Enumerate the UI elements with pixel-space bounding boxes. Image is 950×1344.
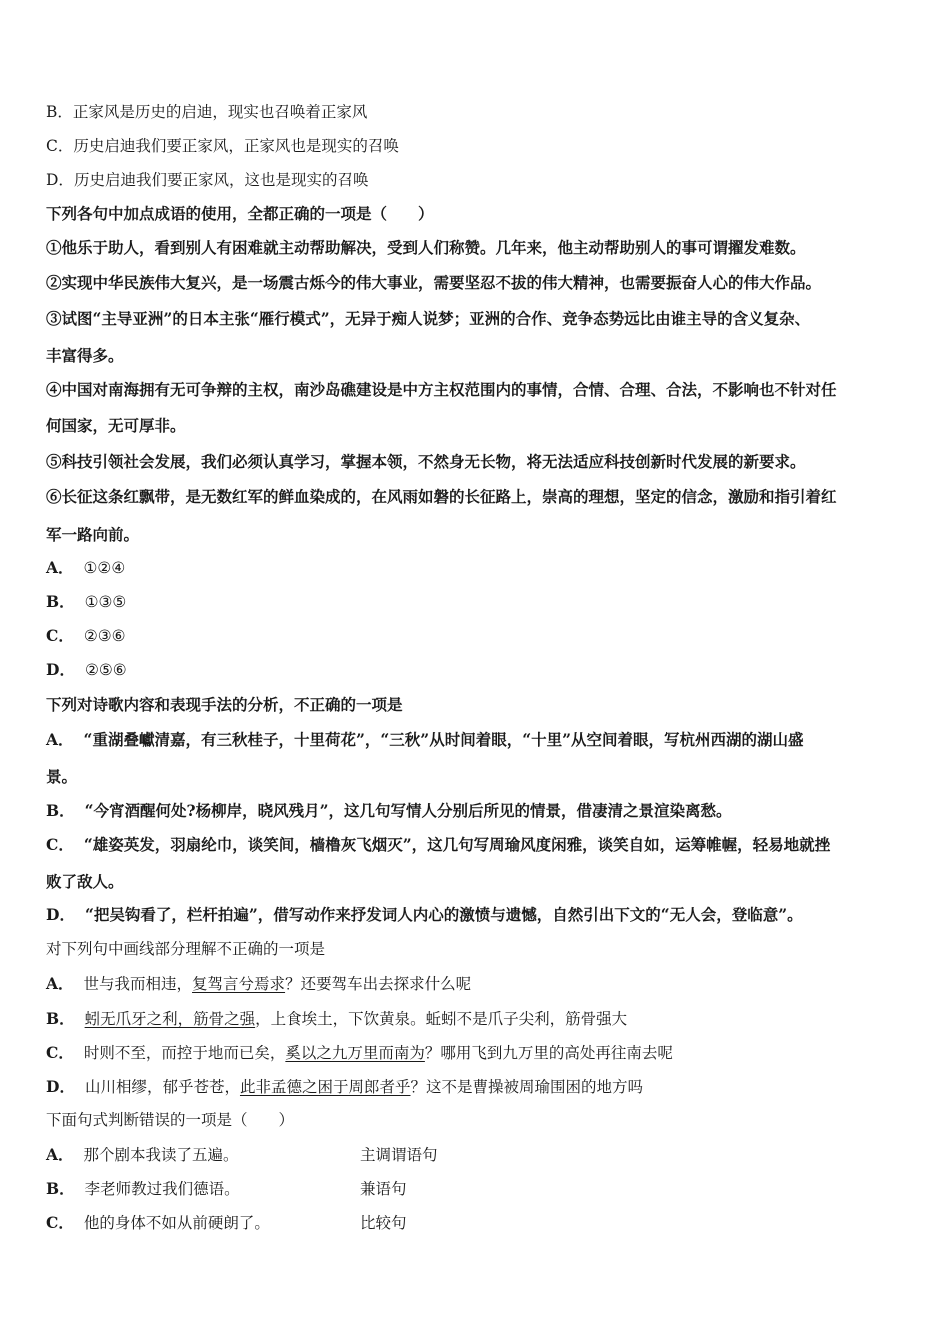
option-pre: 时则不至，而控于地而已矣， (83, 1044, 286, 1062)
option-text: 历史启迪我们要正家风，这也是现实的召唤 (73, 171, 369, 189)
option-letter: A． (46, 730, 74, 749)
underline-option-c (46, 1042, 910, 1064)
option-pre: 世与我而相违， (83, 975, 193, 993)
option-text: ①②④ (83, 559, 126, 577)
option-letter: D． (46, 171, 74, 189)
option-letter: D． (46, 660, 75, 679)
option-letter: C． (46, 835, 74, 854)
option-text: ②③⑥ (83, 627, 126, 645)
option-letter: B． (46, 1009, 75, 1028)
option-letter: B． (46, 1179, 75, 1198)
option-text: 他的身体不如从前硬朗了。 (83, 1214, 270, 1232)
option-post: ，上食埃土，下饮黄泉。蚯蚓不是爪子尖利，筋骨强大 (255, 1010, 628, 1028)
option-d-prev (46, 169, 910, 191)
option-c-idiom (46, 625, 910, 647)
sentence-type: 主调谓语句 (360, 1146, 438, 1164)
option-letter: B． (46, 801, 75, 820)
option-text: ②⑤⑥ (84, 661, 127, 679)
option-post: ？哪用飞到九万里的高处再往南去呢 (424, 1044, 673, 1062)
option-post: ？还要驾车出去探求什么呢 (285, 975, 472, 993)
option-text: 那个剧本我读了五遍。 (83, 1146, 239, 1164)
option-letter: D． (46, 1077, 75, 1096)
option-text: “重湖叠巘清嘉，有三秋桂子，十里荷花”，“三秋”从时间着眼，“十里”从空间着眼，写杭州西湖的湖山盛 (83, 730, 804, 749)
option-text: 正家风是历史的启迪，现实也召唤着正家风 (72, 103, 368, 121)
sentence-option-c (46, 1212, 910, 1234)
underlined-text: 复驾言兮焉求 (192, 975, 286, 993)
underlined-text: 蚓无爪牙之利，筋骨之强 (84, 1010, 256, 1028)
question-stem-poem: 下列对诗歌内容和表现手法的分析，不正确的一项是 (46, 695, 403, 714)
question-stem-underline: 对下列句中画线部分理解不正确的一项是 (46, 940, 326, 958)
idiom-sentence-2: ②实现中华民族伟大复兴，是一场震古烁今的伟大事业，需要坚忍不拔的伟大精神，也需要振奋人心的伟大作品。 (46, 273, 822, 292)
option-b-prev (46, 101, 910, 123)
sentence-type: 比较句 (360, 1214, 407, 1232)
idiom-sentence-6a: ⑥长征这条红飘带，是无数红军的鲜血染成的，在风雨如磐的长征路上，崇高的理想，坚定的信念，激励和指引着红 (46, 487, 837, 506)
poem-option-c (46, 834, 910, 856)
underline-option-d (46, 1076, 910, 1098)
question-stem-sentence: 下面句式判断错误的一项是（ ） (46, 1111, 295, 1129)
option-b-idiom (46, 591, 910, 613)
poem-option-d (46, 904, 910, 926)
option-pre: 山川相缪，郁乎苍苍， (84, 1078, 240, 1096)
option-letter: C． (46, 1213, 74, 1232)
option-text: “今宵酒醒何处?杨柳岸，晓风残月”，这几句写情人分别后所见的情景，借凄清之景渲染离愁。 (84, 801, 732, 820)
underlined-text: 此非孟德之困于周郎者乎 (239, 1078, 411, 1096)
idiom-sentence-3b: 丰富得多。 (46, 346, 124, 365)
idiom-sentence-1: ①他乐于助人，看到别人有困难就主动帮助解决，受到人们称赞。几年来，他主动帮助别人的事可谓擢发难数。 (46, 238, 806, 257)
option-c-prev (46, 135, 910, 157)
poem-option-c-cont: 败了敌人。 (46, 872, 124, 891)
option-text: 李老师教过我们德语。 (84, 1180, 240, 1198)
option-letter: B． (46, 592, 75, 611)
question-stem-idiom: 下列各句中加点成语的使用，全都正确的一项是（ ） (46, 204, 434, 223)
sentence-option-b (46, 1178, 910, 1200)
poem-option-b (46, 800, 910, 822)
underline-option-b (46, 1008, 910, 1030)
idiom-sentence-3a: ③试图“主导亚洲”的日本主张“雁行模式”，无异于痴人说梦；亚洲的合作、竞争态势远比由谁主导的含义复杂、 (46, 309, 811, 328)
sentence-option-a (46, 1144, 910, 1166)
idiom-sentence-6b: 军一路向前。 (46, 525, 140, 544)
option-letter: A． (46, 558, 74, 577)
option-text: ①③⑤ (84, 593, 127, 611)
option-letter: A． (46, 1145, 74, 1164)
sentence-type: 兼语句 (360, 1180, 407, 1198)
option-letter: B． (46, 103, 73, 121)
poem-option-a-cont: 景。 (46, 767, 78, 786)
option-letter: C． (46, 1043, 74, 1062)
option-letter: C． (46, 137, 74, 155)
option-text: “雄姿英发，羽扇纶巾，谈笑间，樯橹灰飞烟灭”，这几句写周瑜风度闲雅，谈笑自如，运筹帷幄，轻易地就挫 (83, 835, 831, 854)
underlined-text: 奚以之九万里而南为 (285, 1044, 425, 1062)
idiom-sentence-5: ⑤科技引领社会发展，我们必须认真学习，掌握本领，不然身无长物，将无法适应科技创新时代发展的新要求。 (46, 452, 806, 471)
option-post: ？这不是曹操被周瑜围困的地方吗 (410, 1078, 643, 1096)
poem-option-a (46, 729, 910, 751)
option-letter: A． (46, 974, 74, 993)
option-text: 历史启迪我们要正家风，正家风也是现实的召唤 (73, 137, 399, 155)
option-letter: D． (46, 905, 75, 924)
option-d-idiom (46, 659, 910, 681)
option-a-idiom (46, 557, 910, 579)
option-letter: C． (46, 626, 74, 645)
option-text: “把吴钩看了，栏杆拍遍”，借写动作来抒发词人内心的激愤与遗憾，自然引出下文的“无人会，登临意”。 (84, 905, 803, 924)
idiom-sentence-4b: 何国家，无可厚非。 (46, 416, 186, 435)
underline-option-a (46, 973, 910, 995)
idiom-sentence-4a: ④中国对南海拥有无可争辩的主权，南沙岛礁建设是中方主权范围内的事情，合情、合理、合法，不影响也不针对任 (46, 380, 837, 399)
